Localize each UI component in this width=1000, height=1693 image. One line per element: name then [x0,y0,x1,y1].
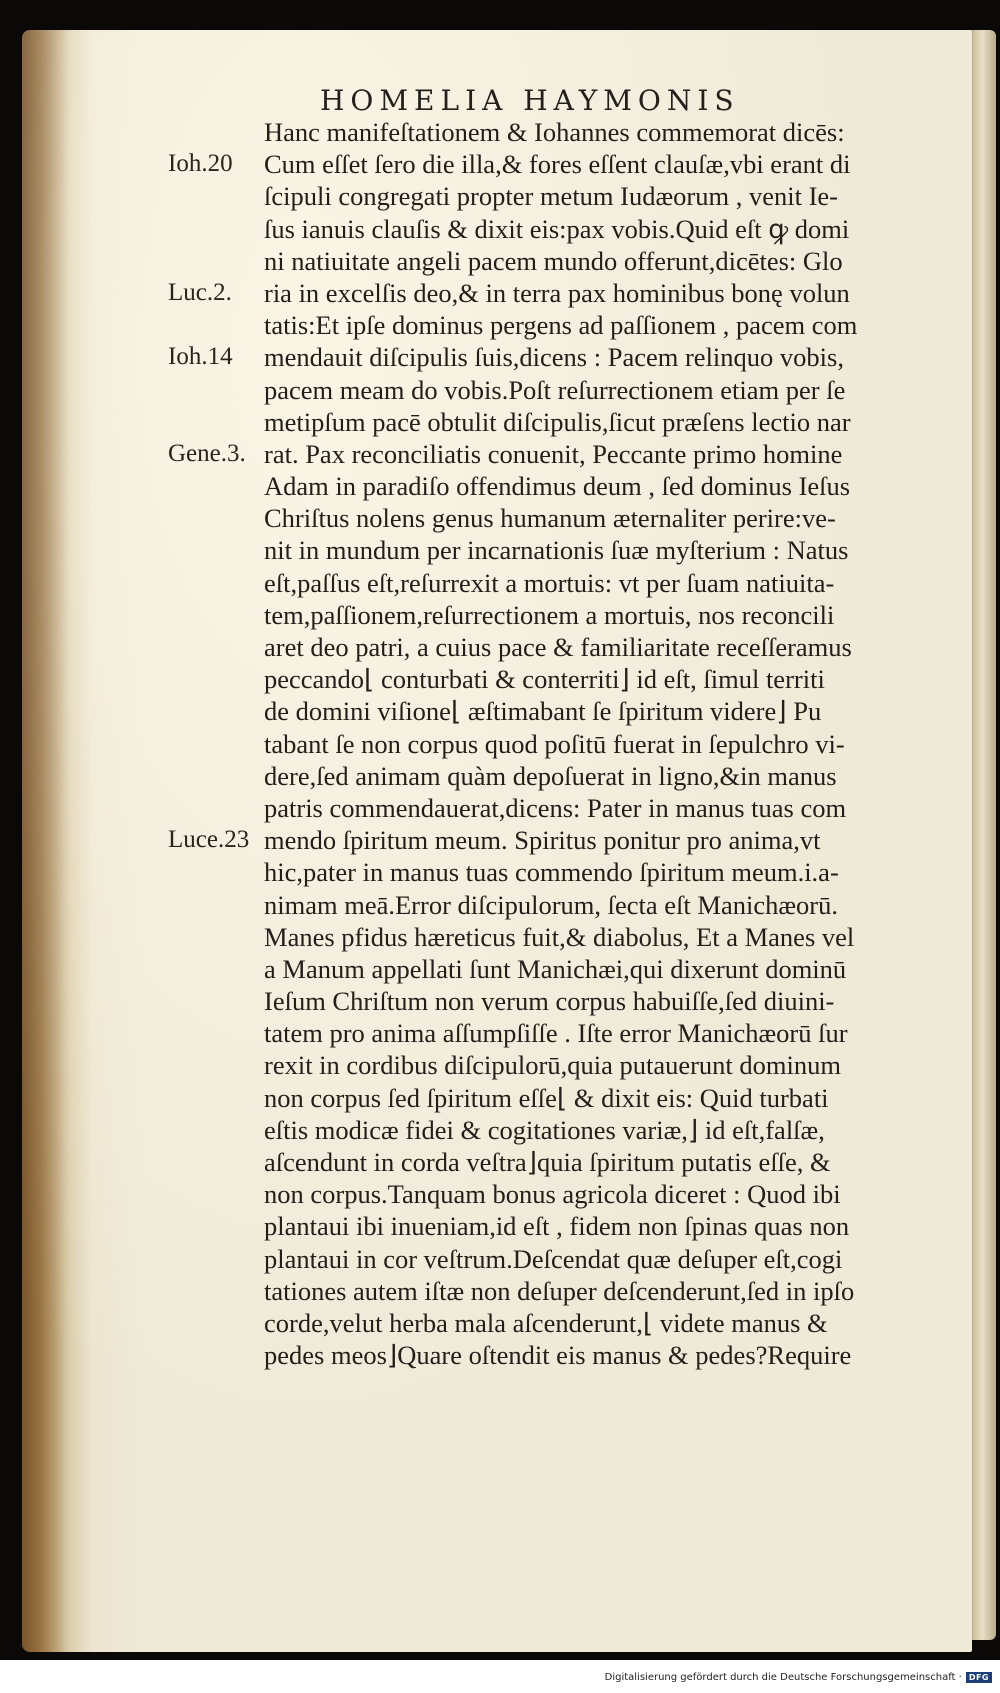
text-line: ſcipuli congregati propter metum Iudæorum , venit Ie- [264,181,839,212]
text-line: tatem pro anima aſſumpſiſſe . Iſte error Manichæorū ſur [264,1018,848,1049]
text-line: Manes pfidus hæreticus fuit,& diabolus, Et a Manes vel [264,921,855,952]
text-line: pacem meam do vobis.Poſt reſurrectionem etiam per ſe [264,374,846,405]
text-line: corde,velut herba mala aſcenderunt,⌊ videte manus & [264,1307,828,1338]
text-line: eſtis modicæ fidei & cogitationes variæ,⌋ id eſt,falſæ, [264,1114,825,1145]
text-line: plantaui in cor veſtrum.Deſcendat quæ deſuper eſt,cogi [264,1243,843,1274]
text-line: eſt,paſſus eſt,reſurrexit a mortuis: vt per ſuam natiuita- [264,567,835,598]
margin-note: Ioh.20 [168,150,233,178]
credit-text: Digitalisierung gefördert durch die Deutsche Forschungsgemeinschaft · [604,1672,962,1683]
text-line: dere,ſed animam quàm depoſuerat in ligno,&in manus [264,760,837,791]
dfg-logo: DFG [966,1672,992,1683]
text-line: Chriſtus nolens genus humanum æternaliter perire:ve- [264,503,836,534]
text-line: mendauit diſcipulis ſuis,dicens : Pacem relinquo vobis, [264,342,844,373]
text-line: non corpus ſed ſpiritum eſſe⌊ & dixit eis: Quid turbati [264,1082,829,1113]
text-line: plantaui ibi inueniam,id eſt , fidem non ſpinas quas non [264,1211,850,1242]
text-line: Adam in paradiſo offendimus deum , ſed dominus Ieſus [264,471,851,502]
text-line: patris commendauerat,dicens: Pater in manus tuas com [264,792,847,823]
text-line: aret deo patri, a cuius pace & familiaritate receſſeramus [264,632,852,662]
text-line: Ieſum Chriſtum non verum corpus habuiſſe,ſed diuini- [264,986,835,1017]
text-line: nimam meā.Error diſcipulorum, ſecta eſt Manichæorū. [264,889,838,920]
text-line: hic,pater in manus tuas commendo ſpiritum meum.i.a- [264,857,839,888]
text-line: tabant ſe non corpus quod poſitū fuerat in ſepulchro vi- [264,728,845,759]
running-head: HOMELIA HAYMONIS [320,84,740,117]
text-line: non corpus.Tanquam bonus agricola diceret : Quod ibi [264,1179,841,1210]
text-line: aſcendunt in corda veſtra⌋quia ſpiritum putatis eſſe, & [264,1147,831,1177]
text-line: ni natiuitate angeli pacem mundo offerunt,dicētes: Glo [264,245,843,276]
text-line: de domini viſione⌊ æſtimabant ſe ſpiritum videre⌋ Pu [264,696,822,727]
text-line: rat. Pax reconciliatis conuenit, Peccante primo homine [264,438,843,469]
text-line: Hanc manifeſtationem & Iohannes commemorat dicēs: [264,117,845,147]
text-line: ſus ianuis clauſis & dixit eis:pax vobis.Quid eſt ꝙ domi [264,213,850,244]
text-line: Cum eſſet ſero die illa,& fores eſſent clauſæ,vbi erant di [264,149,851,180]
text-line: tationes autem iſtæ non deſuper deſcenderunt,ſed in ipſo [264,1275,855,1306]
text-block [264,116,976,1371]
text-line: pedes meos⌋Quare oſtendit eis manus & pedes?Require [264,1340,852,1371]
text-line: a Manum appellati ſunt Manichæi,qui dixerunt dominū [264,953,847,984]
text-line: tatis:Et ipſe dominus pergens ad paſſionem , pacem com [264,310,858,341]
margin-note: Ioh.14 [168,343,233,371]
text-line: mendo ſpiritum meum. Spiritus ponitur pro anima,vt [264,825,821,856]
text-line: metipſum pacē obtulit diſcipulis,ſicut præſens lectio nar [264,406,851,437]
margin-note: Gene.3. [168,440,246,467]
text-line: ria in excelſis deo,& in terra pax hominibus bonę volun [264,277,850,308]
text-line: tem,paſſionem,reſurrectionem a mortuis, nos reconcili [264,599,835,630]
text-line: nit in mundum per incarnationis ſuæ myſterium : Natus [264,535,849,566]
margin-note: Luce.23 [168,826,250,854]
text-line: peccando⌊ conturbati & conterriti⌋ id eſt, ſimul territi [264,664,825,695]
footer-credit [605,1672,992,1683]
margin-note: Luc.2. [168,279,232,306]
text-line: rexit in cordibus diſcipulorū,quia putauerunt dominum [264,1050,842,1081]
gutter-shadow [22,30,70,1652]
